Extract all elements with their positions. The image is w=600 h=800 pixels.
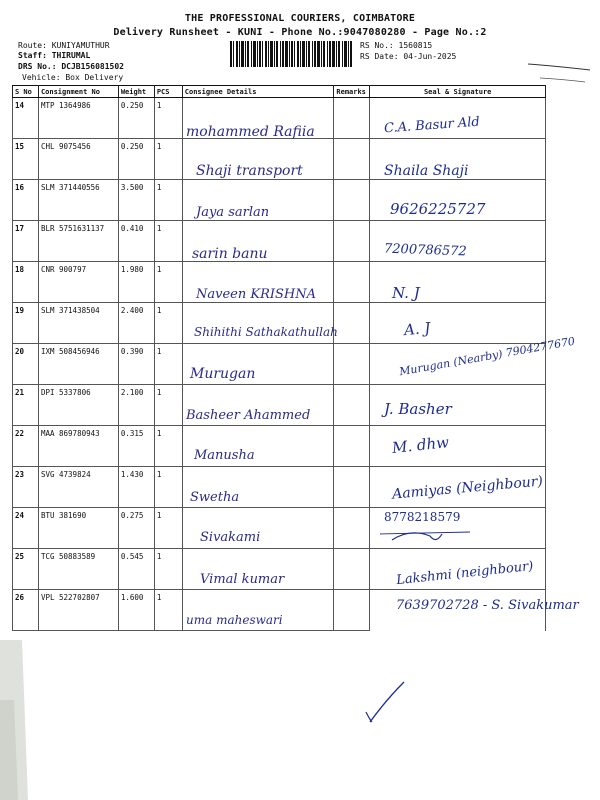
consignment-cell: VPL 522702807 — [38, 590, 118, 631]
pcs-cell: 1 — [154, 426, 182, 467]
handwritten-consignee: Sivakami — [200, 530, 261, 545]
handwritten-signature: C.A. Basur Ald — [383, 114, 481, 137]
consignment-cell: IXM 508456946 — [38, 344, 118, 385]
consignment-cell: SVG 4739824 — [38, 467, 118, 508]
drs-value: DCJB156081502 — [61, 62, 124, 71]
sno-cell: 24 — [13, 508, 39, 549]
handwritten-signature: Aamiyas (Neighbour) — [391, 473, 544, 503]
sno-cell: 17 — [13, 221, 39, 262]
weight-cell: 1.600 — [118, 590, 154, 631]
pcs-cell: 1 — [154, 385, 182, 426]
weight-cell: 0.250 — [118, 139, 154, 180]
handwritten-consignee: Manusha — [194, 448, 255, 463]
handwritten-consignee: Swetha — [190, 490, 240, 505]
col-consignment: Consignment No — [38, 86, 118, 98]
col-sno: S No — [13, 86, 39, 98]
handwritten-consignee: Basheer Ahammed — [186, 408, 311, 423]
vehicle-label: Vehicle: Box Delivery — [22, 73, 124, 82]
drs-label: DRS No.: — [18, 62, 57, 71]
handwritten-signature: 8778218579 — [384, 510, 461, 524]
handwritten-signature: Lakshmi (neighbour) — [395, 558, 535, 589]
weight-cell: 1.430 — [118, 467, 154, 508]
company-title: THE PROFESSIONAL COURIERS, COIMBATORE — [184, 13, 416, 24]
col-weight: Weight — [118, 86, 154, 98]
consignment-cell: MTP 1364986 — [38, 98, 118, 139]
weight-cell: 2.400 — [118, 303, 154, 344]
pcs-cell: 1 — [154, 344, 182, 385]
rs-date: RS Date: 04-Jun-2025 — [360, 52, 457, 61]
sno-cell: 20 — [13, 344, 39, 385]
staff-value: THIRUMAL — [51, 51, 91, 60]
handwritten-consignee: Jaya sarlan — [196, 205, 270, 220]
handwritten-consignee: mohammed Rafiia — [186, 124, 315, 140]
col-remarks: Remarks — [334, 86, 370, 98]
consignment-cell: MAA 869780943 — [38, 426, 118, 467]
handwritten-consignee: uma maheswari — [186, 613, 283, 627]
handwritten-consignee: Shaji transport — [196, 163, 303, 179]
sno-cell: 15 — [13, 139, 39, 180]
rs-number: RS No.: 1560815 — [360, 41, 433, 50]
runsheet-subtitle: Delivery Runsheet - KUNI - Phone No.:9047080280 - Page No.:2 — [113, 27, 487, 38]
route-label: Route: KUNIYAMUTHUR — [18, 41, 110, 50]
consignment-cell: CHL 9075456 — [38, 139, 118, 180]
sno-cell: 22 — [13, 426, 39, 467]
col-pcs: PCS — [154, 86, 182, 98]
weight-cell: 0.250 — [118, 98, 154, 139]
consignment-cell: BTU 381690 — [38, 508, 118, 549]
handwritten-signature: Shaila Shaji — [384, 163, 469, 179]
pcs-cell: 1 — [154, 221, 182, 262]
pcs-cell: 1 — [154, 139, 182, 180]
handwritten-signature: 7200786572 — [383, 241, 467, 260]
handwritten-consignee: Naveen KRISHNA — [196, 287, 317, 302]
handwritten-signature: 9626225727 — [390, 200, 486, 218]
sno-cell: 25 — [13, 549, 39, 590]
weight-cell: 0.390 — [118, 344, 154, 385]
sno-cell: 23 — [13, 467, 39, 508]
sno-cell: 16 — [13, 180, 39, 221]
handwritten-signature: A. J — [403, 318, 432, 340]
handwritten-signature: J. Basher — [384, 400, 452, 418]
col-signature: Seal & Signature — [370, 86, 546, 98]
consignment-cell: DPI 5337806 — [38, 385, 118, 426]
pcs-cell: 1 — [154, 467, 182, 508]
weight-cell: 2.100 — [118, 385, 154, 426]
consignment-cell: CNR 900797 — [38, 262, 118, 303]
handwritten-consignee: Vimal kumar — [200, 572, 285, 587]
handwritten-signature: 7639702728 - S. Sivakumar — [396, 598, 579, 613]
sno-cell: 19 — [13, 303, 39, 344]
consignment-cell: SLM 371438504 — [38, 303, 118, 344]
weight-cell: 0.315 — [118, 426, 154, 467]
pcs-cell: 1 — [154, 508, 182, 549]
weight-cell: 3.500 — [118, 180, 154, 221]
staff-label: Staff: — [18, 51, 47, 60]
pcs-cell: 1 — [154, 590, 182, 631]
pcs-cell: 1 — [154, 549, 182, 590]
consignment-cell: SLM 371440556 — [38, 180, 118, 221]
col-consignee: Consignee Details — [182, 86, 334, 98]
pcs-cell: 1 — [154, 303, 182, 344]
handwritten-signature: Murugan (Nearby) 7904277670 — [398, 334, 576, 379]
handwritten-consignee: Shihithi Sathakathullah — [194, 325, 338, 339]
handwritten-signature: N. J — [392, 284, 420, 302]
handwritten-consignee: Murugan — [190, 366, 256, 382]
handwritten-signature: M. dhw — [391, 433, 450, 457]
sno-cell: 14 — [13, 98, 39, 139]
consignment-cell: TCG 50883589 — [38, 549, 118, 590]
weight-cell: 0.545 — [118, 549, 154, 590]
pcs-cell: 1 — [154, 98, 182, 139]
handwritten-consignee: sarin banu — [192, 246, 268, 262]
consignment-cell: BLR 5751631137 — [38, 221, 118, 262]
weight-cell: 0.275 — [118, 508, 154, 549]
sno-cell: 18 — [13, 262, 39, 303]
sno-cell: 26 — [13, 590, 39, 631]
sno-cell: 21 — [13, 385, 39, 426]
pcs-cell: 1 — [154, 180, 182, 221]
weight-cell: 0.410 — [118, 221, 154, 262]
weight-cell: 1.980 — [118, 262, 154, 303]
pcs-cell: 1 — [154, 262, 182, 303]
